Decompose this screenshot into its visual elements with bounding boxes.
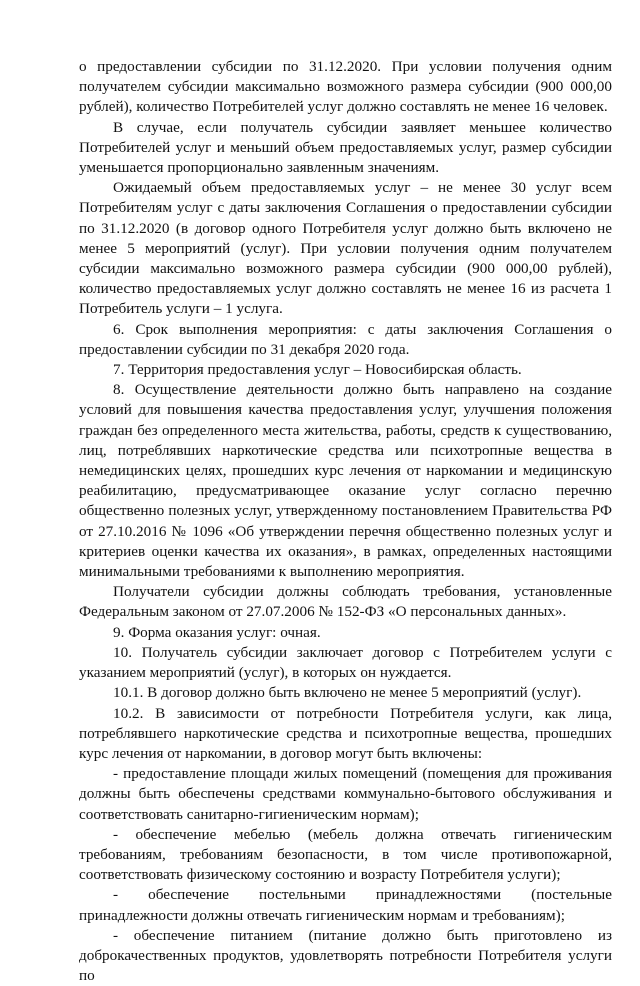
paragraph-personal-data: Получатели субсидии должны соблюдать требования, установленные Федеральным законом от 27.07.2006 № 152-ФЗ «О персональных данных». xyxy=(79,583,612,621)
paragraph-item-7-territory: 7. Территория предоставления услуг – Новосибирская область. xyxy=(113,361,522,379)
document-page xyxy=(79,57,612,986)
list-item-food: - обеспечение питанием (питание должно быть приготовлено из доброкачественных продуктов, удовлетворять потребности Потребителя услуги по xyxy=(79,926,612,985)
list-item-bedding: - обеспечение постельными принадлежностями (постельные принадлежности должны отвечать гигиеническим нормам и требованиям); xyxy=(79,886,612,924)
list-item-housing: - предоставление площади жилых помещений (помещения для проживания должны быть обеспечены средствами коммунально-бытового обслуживания и соответствовать санитарно-гигиеническим нормам); xyxy=(79,765,612,823)
paragraph-item-10-2: 10.2. В зависимости от потребности Потребителя услуги, как лица, потреблявшего наркотические средства и психотропные вещества, прошедших курс лечения от наркомании, в договор могут быть включены: xyxy=(79,704,612,762)
paragraph-item-6-term: 6. Срок выполнения мероприятия: с даты заключения Соглашения о предоставлении субсидии по 31 декабря 2020 года. xyxy=(79,320,612,358)
paragraph-item-10-1: 10.1. В договор должно быть включено не менее 5 мероприятий (услуг). xyxy=(113,684,582,702)
paragraph-item-10-contract: 10. Получатель субсидии заключает договор с Потребителем услуги с указанием мероприятий (услуг), в которых он нуждается. xyxy=(79,643,612,682)
paragraph-proportional-reduction: В случае, если получатель субсидии заявляет меньшее количество Потребителей услуг и меньший объем предоставляемых услуг, размер субсидии уменьшается пропорционально заявленным значениям. xyxy=(79,118,612,177)
paragraph-subsidy-recipients-count: о предоставлении субсидии по 31.12.2020. При условии получения одним получателем субсидии максимально возможного размера субсидии (900 000,00 рублей), количество Потребителей услуг должно составлять не менее 16 человек. xyxy=(79,58,612,116)
paragraph-expected-volume: Ожидаемый объем предоставляемых услуг – не менее 30 услуг всем Потребителям услуг с даты заключения Соглашения о предоставлении субсидии по 31.12.2020 (в договор одного Потребителя услуг должно быть включено не менее 5 мероприятий (услуг). При условии получения одним получателем субсидии максимально возможного размера субсидии (900 000,00 рублей), количество предоставляемых услуг должно составлять не менее 16 из расчета 1 Потребитель услуги – 1 услуга. xyxy=(79,179,612,318)
paragraph-item-9-form: 9. Форма оказания услуг: очная. xyxy=(113,623,321,641)
list-item-furniture: - обеспечение мебелью (мебель должна отвечать гигиеническим требованиям, требованиям безопасности, в том числе противопожарной, соответствовать физическому состоянию и возрасту Потребителя услуги); xyxy=(79,825,612,884)
paragraph-item-8-activity: 8. Осуществление деятельности должно быть направлено на создание условий для повышения качества предоставления услуг, улучшения положения граждан без определенного места жительства, работы, средств к существованию, лиц, потреблявших наркотические средства или психотропные вещества в немедицинских целях, прошедших курс лечения от наркомании и медицинскую реабилитацию, предусматривающее оказание услуг согласно перечню общественно полезных услуг, утвержденному постановлением Правительства РФ от 27.10.2016 № 1096 «Об утверждении перечня общественно полезных услуг и критериев оценки качества их оказания», в рамках, определенных настоящими минимальными требованиями к выполнению мероприятия. xyxy=(79,381,612,581)
